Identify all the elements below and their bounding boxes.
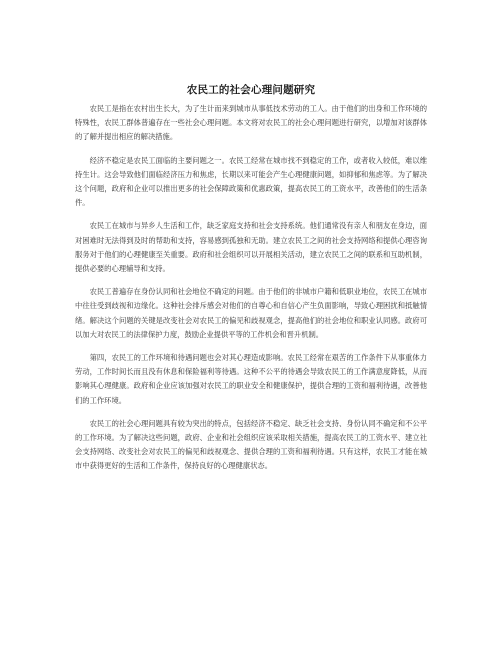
- paragraph-4: 农民工普遍存在身份认同和社会地位不确定的问题。由于他们的非城市户籍和低职业地位，农民工在城市中往往受到歧视和边缘化。这种社会排斥感会对他们的自尊心和自信心产生负面影响，导致心理困扰和抵触情绪。解决这个问题的关键是改变社会对农民工的偏见和歧视观念，提高他们的社会地位和职业认同感。政府可以加大对农民工的法律保护力度，鼓励企业提供平等的工作机会和晋升机制。: [75, 287, 427, 339]
- paragraph-1: 农民工是指在农村出生长大，为了生计而来到城市从事低技术劳动的工人。由于他们的出身和工作环境的特殊性，农民工群体普遍存在一些社会心理问题。本文将对农民工的社会心理问题进行研究，以增加对该群体的了解并提出相应的解决措施。: [75, 104, 427, 142]
- document-title: 农民工的社会心理问题研究: [186, 84, 316, 96]
- paragraph-6: 农民工的社会心理问题具有较为突出的特点，包括经济不稳定、缺乏社会支持、身份认同不确定和不公平的工作环境。为了解决这些问题，政府、企业和社会组织应该采取相关措施，提高农民工的工资水平、建立社会支持网络、改变社会对农民工的偏见和歧视观念、提供合理的工资和福利待遇。只有这样，农民工才能在城市中获得更好的生活和工作条件，保持良好的心理健康状态。: [75, 418, 427, 471]
- paragraph-5: 第四，农民工的工作环境和待遇问题也会对其心理造成影响。农民工经常在艰苦的工作条件下从事重体力劳动，工作时间长而且没有休息和保险福利等待遇。这种不公平的待遇会导致农民工的工作满意度降低，从而影响其心理健康。政府和企业应该加强对农民工的职业安全和健康保护，提供合理的工资和福利待遇，改善他们的工作环境。: [75, 353, 427, 405]
- paragraph-3: 农民工在城市与异乡人生活和工作，缺乏家庭支持和社会支持系统。他们通常没有亲人和朋友在身边，面对困难时无法得到及时的帮助和支持，容易感到孤独和无助。建立农民工之间的社会支持网络和提供心理咨询服务对于他们的心理健康至关重要。政府和社会组织可以开展相关活动，建立农民工之间的联系和互助机制，提供必要的心理辅导和支持。: [75, 221, 427, 274]
- document-body: [75, 102, 427, 483]
- paragraph-2: 经济不稳定是农民工面临的主要问题之一。农民工经常在城市找不到稳定的工作，或者收入较低，难以维持生计。这会导致他们面临经济压力和焦虑，长期以来可能会产生心理健康问题，如抑郁和焦虑等。为了解决这个问题，政府和企业可以推出更多的社会保障政策和优惠政策，提高农民工的工资水平，改善他们的生活条件。: [75, 155, 427, 208]
